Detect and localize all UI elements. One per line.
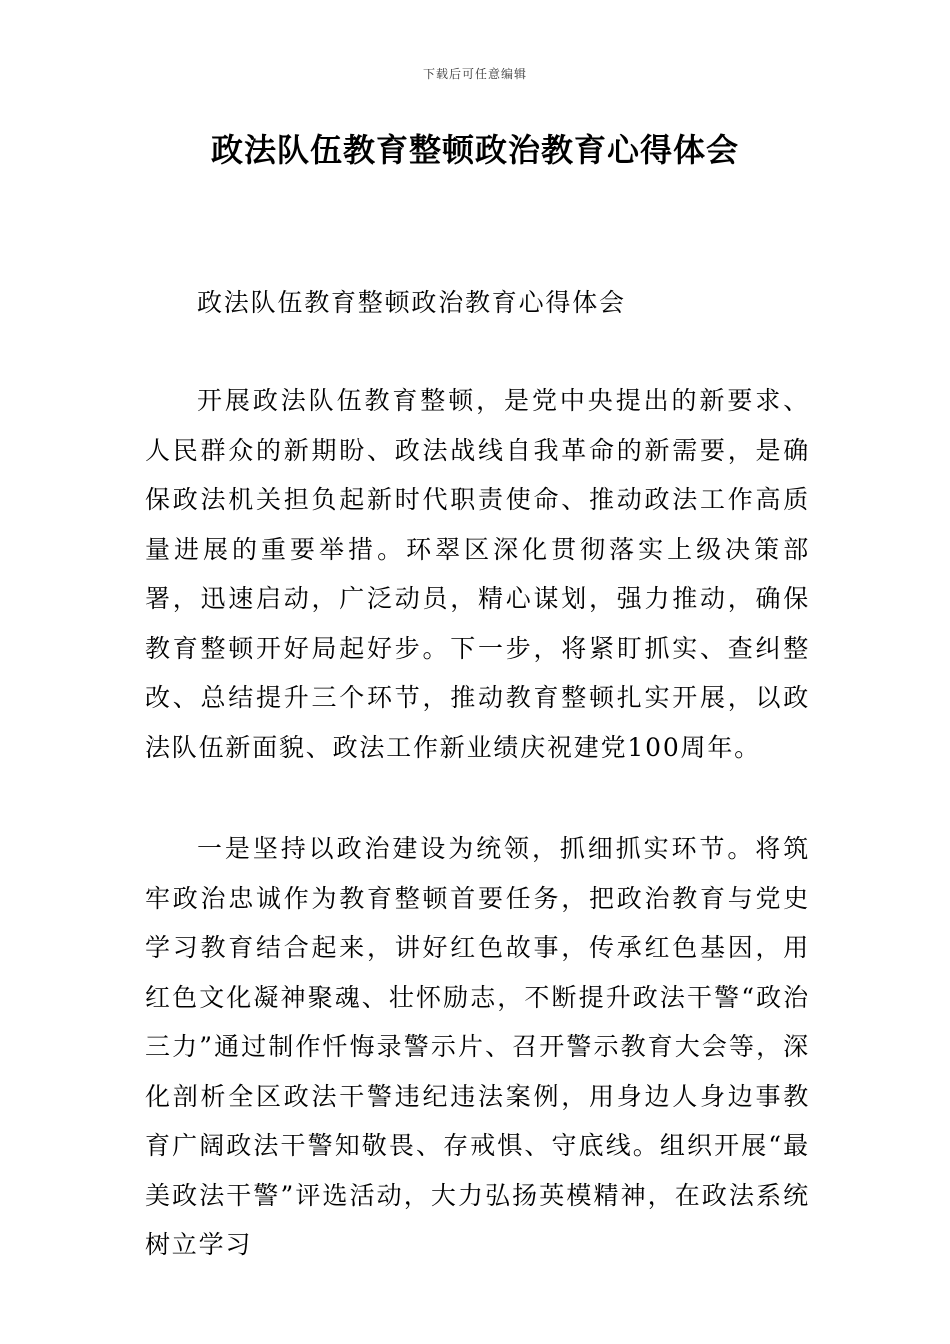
document-title: 政法队伍教育整顿政治教育心得体会: [210, 131, 739, 169]
paragraph-2: 一是坚持以政治建设为统领，抓细抓实环节。将筑牢政治忠诚作为教育整顿首要任务，把政治教育与党史学习教育结合起来，讲好红色故事，传承红色基因，用红色文化凝神聚魂、壮怀励志，不断提升政法干警“政治三力”通过制作忏悔录警示片、召开警示教育大会等，深化剖析全区政法干警违纪违法案例，用身边人身边事教育广阔政法干警知敬畏、存戒惧、守底线。组织开展“最美政法干警”评选活动，大力弘扬英模精神，在政法系统树立学习: [145, 834, 810, 1259]
document-subtitle: 政法队伍教育整顿政治教育心得体会: [197, 288, 626, 317]
header-note: 下载后可任意编辑: [422, 67, 527, 81]
paragraph-1: 开展政法队伍教育整顿，是党中央提出的新要求、人民群众的新期盼、政法战线自我革命的新需要，是确保政法机关担负起新时代职责使命、推动政法工作高质量进展的重要举措。环翠区深化贯彻落实上级决策部署，迅速启动，广泛动员，精心谋划，强力推动，确保教育整顿开好局起好步。下一步，将紧盯抓实、查纠整改、总结提升三个环节，推动教育整顿扎实开展，以政法队伍新面貌、政法工作新业绩庆祝建党100周年。: [145, 386, 810, 762]
